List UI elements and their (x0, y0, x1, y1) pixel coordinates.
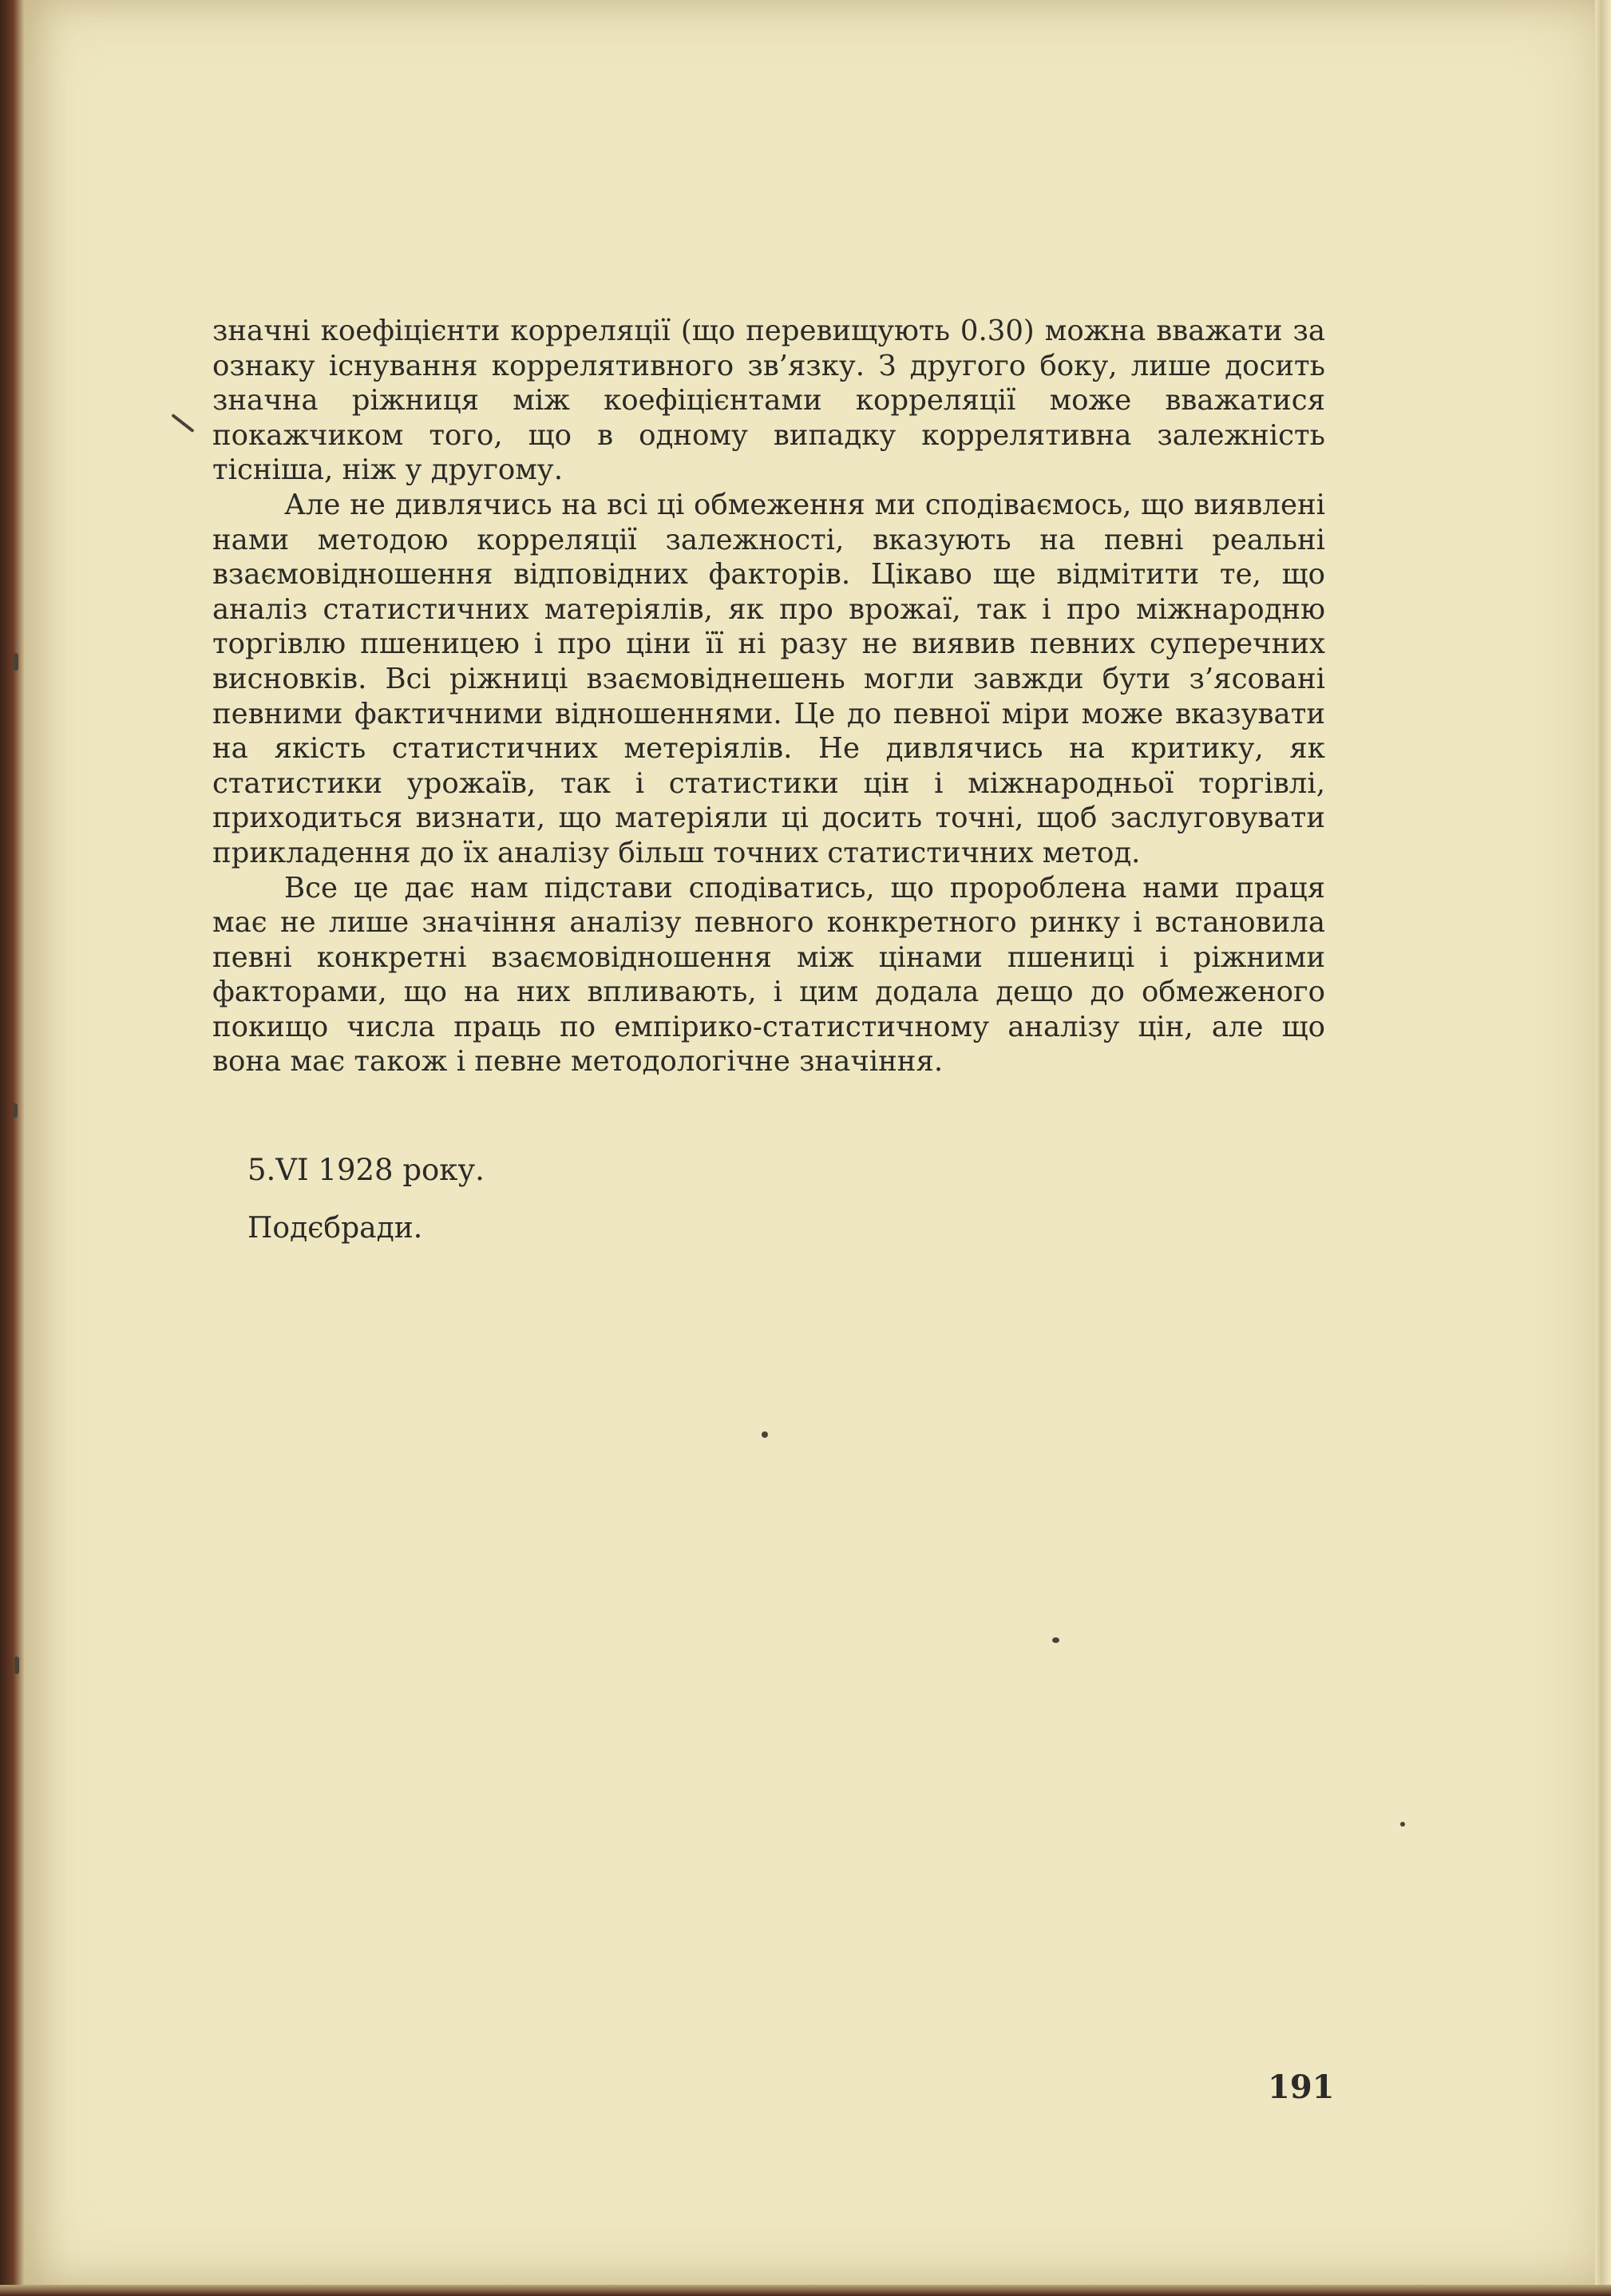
page-right-edge (1595, 0, 1611, 2296)
ink-speck (14, 1657, 19, 1674)
paragraph-1: значні коефіцієнти корреляції (що перевищують 0.30) можна вважати за ознаку існування коррелятивного зв’язку. З другого боку, лише досить значна ріжниця між коефіцієнтами корреляції може вважатися покажчиком того, що в одному випадку коррелятивна залежність тісніша, ніж у другому. (212, 315, 1325, 487)
ink-speck (762, 1431, 768, 1438)
ink-speck (1052, 1637, 1059, 1643)
book-spine-edge (0, 0, 24, 2296)
page-bottom-edge (0, 2285, 1611, 2296)
paragraph-2: Але не дивлячись на всі ці обмеження ми сподіваємось, що виявлені нами методою корреляції залежності, вказують на певні реальні взаємовідношення відповідних факторів. Цікаво ще відмітити те, що аналіз статистичних матеріялів, як про врожаї, так і про міжнародню торгівлю пшеницею і про ціни її ні разу не виявив певних суперечних висновків. Всі ріжниці взаємовіднешень могли завжди бути з’ясовані певними фактичними відношеннями. Це до певної міри може вказувати на якість статистичних метеріялів. Не дивлячись на критику, як статистики урожаїв, так і статистики цін і міжнародньої торгівлі, приходиться визнати, що матеріяли ці досить точні, щоб заслуговувати прикладення до їх аналізу більш точних статистичних метод. (212, 488, 1325, 869)
ink-speck (1400, 1822, 1405, 1827)
ink-speck (13, 1103, 18, 1118)
page-number: 191 (1268, 2068, 1335, 2106)
signature-place: Подєбради. (247, 1212, 423, 1245)
ink-speck (13, 653, 18, 671)
signature-date: 5.VI 1928 року. (247, 1153, 485, 1187)
paragraph-3: Все це дає нам підстави сподіватись, що пророблена нами праця має не лише значіння аналізу певного конкретного ринку і встановила певні конкретні взаємовідношення між цінами пшениці і ріжними факторами, що на них впливають, і цим додала дещо до обмеженого покищо числа праць по емпірико-статистичному аналізу цін, але що вона має також і певне методологічне значіння. (212, 871, 1325, 1079)
body-text (212, 314, 1325, 1079)
